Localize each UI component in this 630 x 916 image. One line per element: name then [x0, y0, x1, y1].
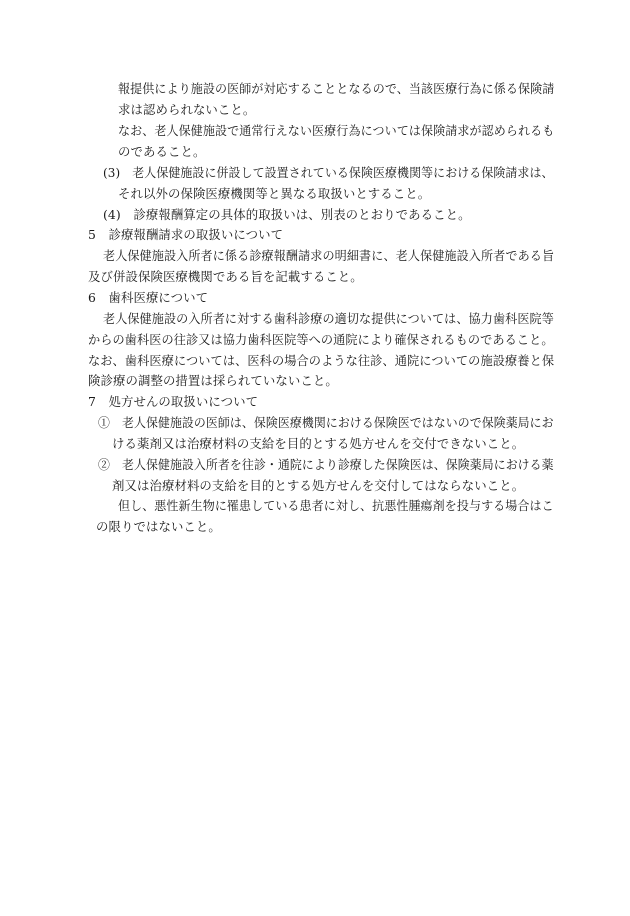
text-line: ② 老人保健施設入所者を往診・通院により診療した保険医は、保険薬局における薬 [98, 457, 554, 472]
text-line: 求は認められないこと。 [118, 102, 256, 117]
text-line: の限りではないこと。 [96, 519, 221, 534]
text-line: 及び併設保険医療機関である旨を記載すること。 [88, 269, 363, 284]
text-line: のであること。 [118, 144, 206, 159]
text-line: 険診療の調整の措置は採られていないこと。 [88, 373, 338, 388]
text-line: 報提供により施設の医師が対応することとなるので、当該医療行為に係る保険請 [118, 81, 555, 96]
text-line: からの歯科医の往診又は協力歯科医院等への通院により確保されるものであること。 [88, 332, 554, 347]
text-line: (3) 老人保健施設に併設して設置されている保険医療機関等における保険請求は、 [103, 165, 554, 180]
text-line: 老人保健施設の入所者に対する歯科診療の適切な提供については、協力歯科医院等 [103, 311, 554, 326]
text-line: (4) 診療報酬算定の具体的取扱いは、別表のとおりであること。 [103, 207, 471, 222]
text-line: ① 老人保健施設の医師は、保険医療機関における保険医ではないので保険薬局にお [98, 415, 554, 430]
text-line: 老人保健施設入所者に係る診療報酬請求の明細書に、老人保健施設入所者である旨 [103, 248, 555, 263]
section-heading: 7 処方せんの取扱いについて [88, 394, 259, 409]
section-heading: 6 歯科医療について [88, 290, 209, 305]
text-line: それ以外の保険医療機関等と異なる取扱いとすること。 [118, 186, 431, 201]
text-line: なお、老人保健施設で通常行えない医療行為については保険請求が認められるも [118, 123, 555, 138]
text-line: 但し、悪性新生物に罹患している患者に対し、抗悪性腫瘍剤を投与する場合はこ [118, 498, 554, 513]
text-line: ける薬剤又は治療材料の支給を目的とする処方せんを交付できないこと。 [112, 436, 525, 451]
text-line: なお、歯科医療については、医科の場合のような往診、通院についての施設療養と保 [88, 353, 555, 368]
section-heading: 5 診療報酬請求の取扱いについて [88, 227, 284, 242]
text-line: 剤又は治療材料の支給を目的とする処方せんを交付してはならないこと。 [112, 478, 525, 493]
